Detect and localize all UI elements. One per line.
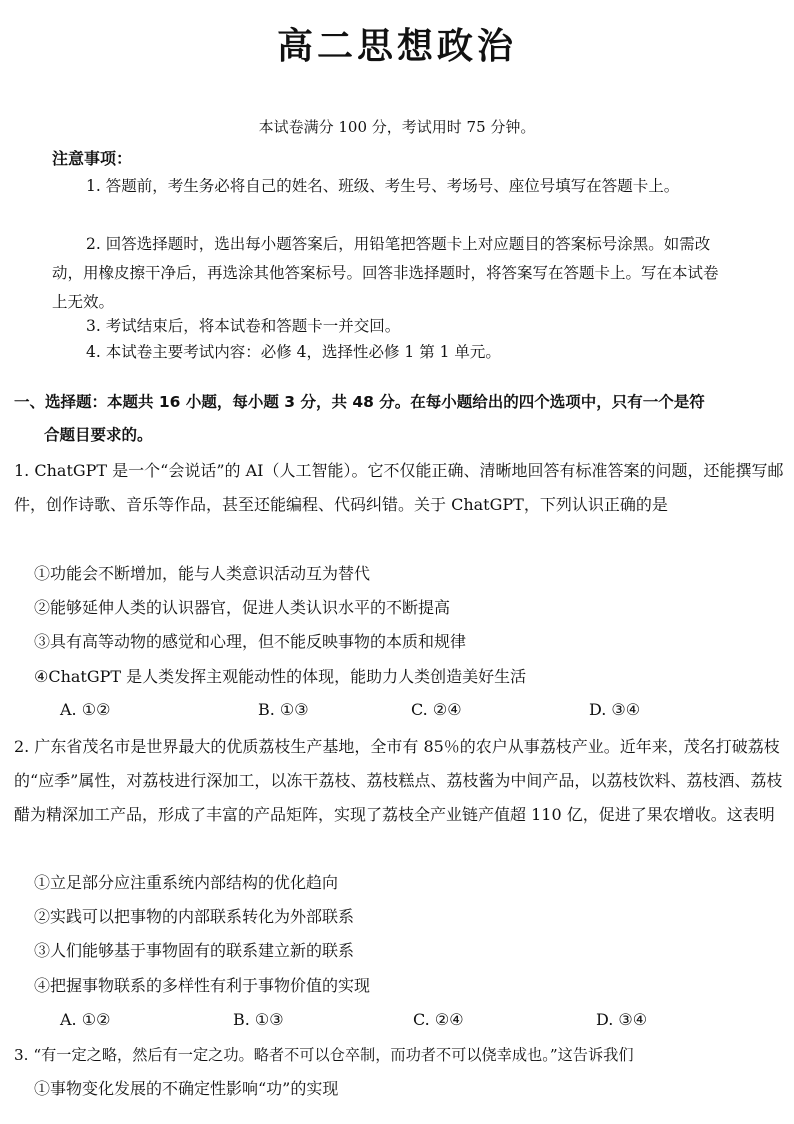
question-2-option-4: ④把握事物联系的多样性有利于事物价值的实现 <box>34 976 371 995</box>
question-2-choice-a: A. ①② <box>60 1010 111 1029</box>
question-3-stem: 3. “有一定之略，然后有一定之功。略者不可以仓卒制，而功者不可以侥幸成也。”这告诉我们 <box>14 1046 634 1064</box>
question-1-option-4: ④ChatGPT 是人类发挥主观能动性的体现，能助力人类创造美好生活 <box>34 667 527 686</box>
section-heading-line1: 一、选择题：本题共 16 小题，每小题 3 分，共 48 分。在每小题给出的四个选项中，只有一个是符 <box>14 393 705 411</box>
question-1-choice-b: B. ①③ <box>258 700 309 719</box>
question-2-option-1: ①立足部分应注重系统内部结构的优化趋向 <box>34 873 339 892</box>
notice-item-1: 1. 答题前，考生务必将自己的姓名、班级、考生号、考场号、座位号填写在答题卡上。 <box>86 177 680 195</box>
section-heading <box>14 386 784 452</box>
exam-title: 高二思想政治 <box>276 26 517 67</box>
question-1-option-2: ②能够延伸人类的认识器官，促进人类认识水平的不断提高 <box>34 598 451 617</box>
question-1-choice-a: A. ①② <box>60 700 111 719</box>
question-1-choice-c: C. ②④ <box>411 700 462 719</box>
section-heading-line2: 合题目要求的。 <box>44 426 153 444</box>
question-2-stem: 2. 广东省茂名市是世界最大的优质荔枝生产基地，全市有 85％的农户从事荔枝产业。近年来，茂名打破荔枝的“应季”属性，对荔枝进行深加工，以冻干荔枝、荔枝糕点、荔枝酱为中间产品，以荔枝饮料、荔枝酒、荔枝醋为精深加工产品，形成了丰富的产品矩阵，实现了荔枝全产业链产值超 110 亿，促进了果农增收。这表明 <box>14 737 783 824</box>
question-1-option-1: ①功能会不断增加，能与人类意识活动互为替代 <box>34 564 371 583</box>
question-2-choice-c: C. ②④ <box>413 1010 464 1029</box>
question-2-option-3: ③人们能够基于事物固有的联系建立新的联系 <box>34 941 355 960</box>
question-2-choice-b: B. ①③ <box>233 1010 284 1029</box>
question-2-choice-d: D. ③④ <box>596 1010 648 1029</box>
question-1-choice-d: D. ③④ <box>589 700 641 719</box>
question-1-option-3: ③具有高等动物的感觉和心理，但不能反映事物的本质和规律 <box>34 632 467 651</box>
question-2-option-2: ②实践可以把事物的内部联系转化为外部联系 <box>34 907 355 926</box>
notice-item-2: 2. 回答选择题时，选出每小题答案后，用铅笔把答题卡上对应题目的答案标号涂黑。如需改动，用橡皮擦干净后，再选涂其他答案标号。回答非选择题时，将答案写在答题卡上。写在本试卷上无效。 <box>52 235 719 311</box>
notice-item-3: 3. 考试结束后，将本试卷和答题卡一并交回。 <box>86 317 401 335</box>
question-3-option-1: ①事物变化发展的不确定性影响“功”的实现 <box>34 1079 339 1098</box>
question-1-stem: 1. ChatGPT 是一个“会说话”的 AI（人工智能）。它不仅能正确、清晰地回答有标准答案的问题，还能撰写邮件，创作诗歌、音乐等作品，甚至还能编程、代码纠错。关于 ChatGPT，下列认识正确的是 <box>14 461 784 514</box>
notice-item-4: 4. 本试卷主要考试内容：必修 4，选择性必修 1 第 1 单元。 <box>86 343 501 361</box>
notice-heading: 注意事项： <box>52 149 133 168</box>
exam-subtitle: 本试卷满分 100 分，考试用时 75 分钟。 <box>258 118 536 136</box>
